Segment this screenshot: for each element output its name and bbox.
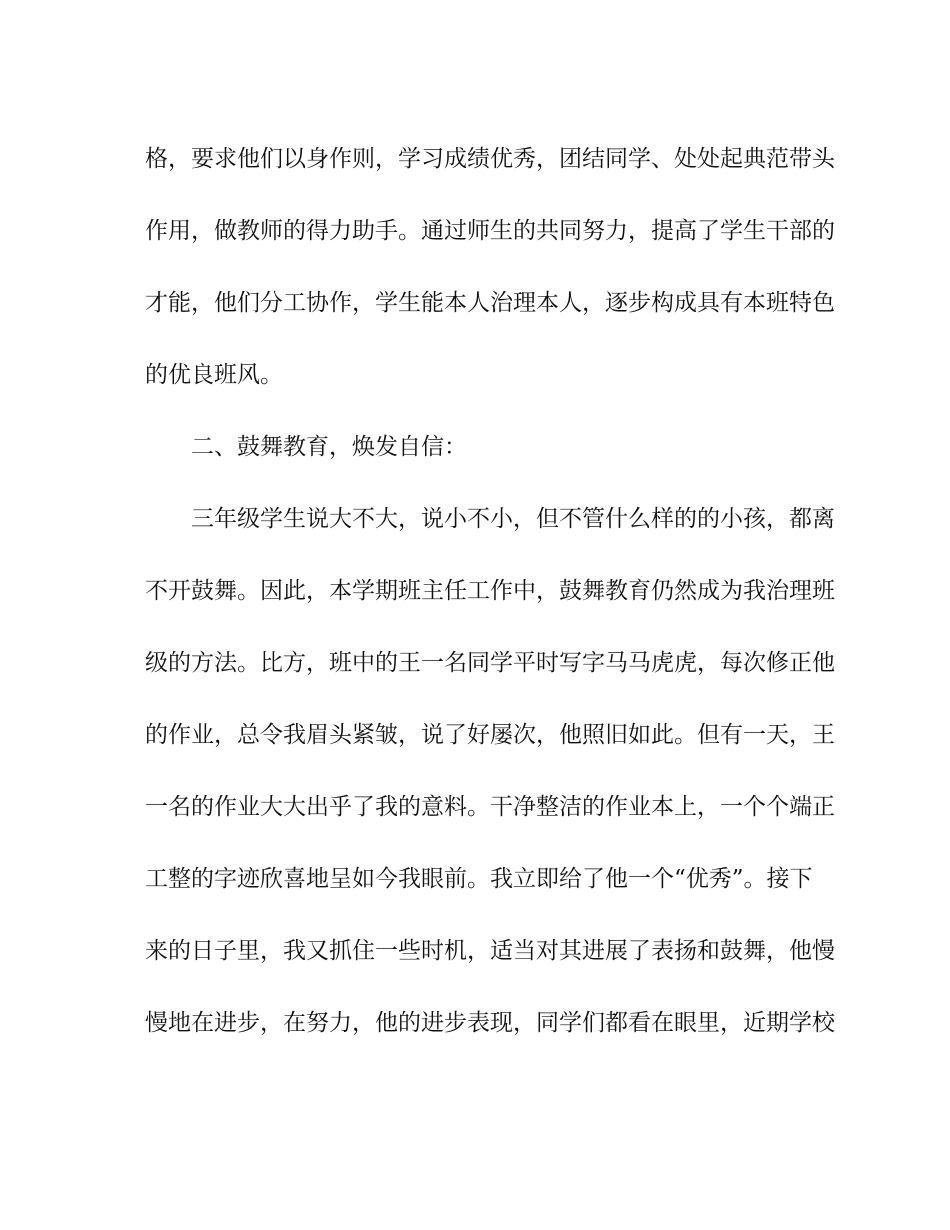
text-line: 级的方法。比方，班中的王一名同学平时写字马马虎虎，每次修正他 [145,650,835,676]
text-line: 作用，做教师的得力助手。通过师生的共同努力，提高了学生干部的 [145,218,835,244]
text-line: 才能，他们分工协作，学生能本人治理本人，逐步构成具有本班特色 [145,290,835,316]
text-line: 的作业，总令我眉头紧皱，说了好屡次，他照旧如此。但有一天，王 [145,722,835,748]
text-line: 格，要求他们以身作则，学习成绩优秀，团结同学、处处起典范带头 [145,146,835,172]
section-heading: 二、鼓舞教育，焕发自信： [191,434,467,460]
text-line: 来的日子里，我又抓住一些时机，适当对其进展了表扬和鼓舞，他慢 [145,938,835,964]
text-line: 一名的作业大大出乎了我的意料。干净整洁的作业本上，一个个端正 [145,794,835,820]
text-line: 不开鼓舞。因此，本学期班主任工作中，鼓舞教育仍然成为我治理班 [145,578,835,604]
text-line: 工整的字迹欣喜地呈如今我眼前。我立即给了他一个“优秀”。接下 [145,866,813,892]
text-line: 慢地在进步，在努力，他的进步表现，同学们都看在眼里，近期学校 [145,1010,835,1036]
body-text [145,136,835,1072]
text-line: 的优良班风。 [145,362,283,388]
text-line: 三年级学生说大不大，说小不小，但不管什么样的的小孩，都离 [191,506,835,532]
